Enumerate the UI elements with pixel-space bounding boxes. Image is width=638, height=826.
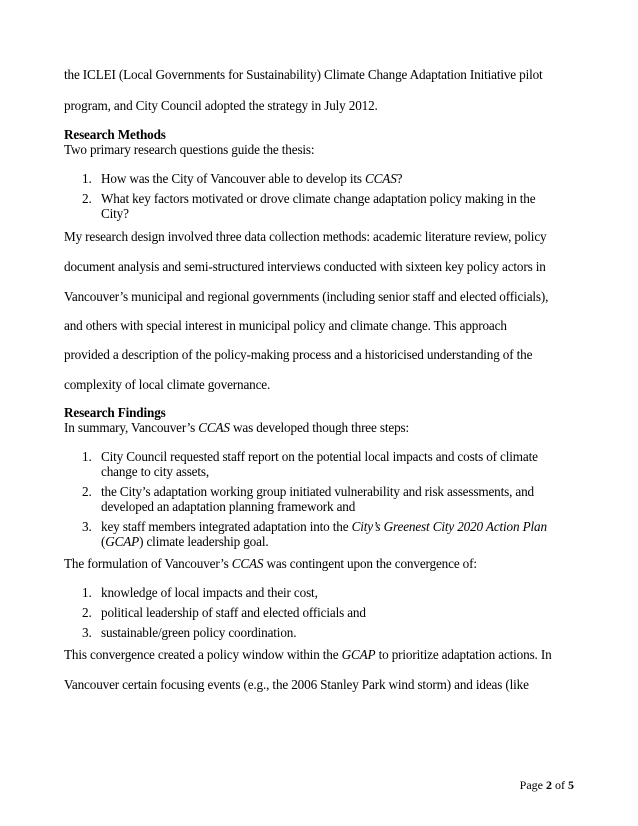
body-text-line: In summary, Vancouver’s CCAS was developed though three steps: [64, 420, 410, 435]
body-text-line: document analysis and semi-structured interviews conducted with sixteen key policy actors in [64, 259, 546, 274]
list-item-text: knowledge of local impacts and their cost, [101, 585, 318, 600]
body-text-line: the ICLEI (Local Governments for Sustainability) Climate Change Adaptation Initiative pilot [64, 67, 543, 82]
list-item-text: political leadership of staff and elected officials and [101, 605, 366, 620]
body-text-line: program, and City Council adopted the strategy in July 2012. [64, 98, 378, 113]
body-text-line: complexity of local climate governance. [64, 377, 271, 392]
list-number: 1. [82, 449, 92, 464]
section-heading-research-findings: Research Findings [64, 405, 166, 420]
body-text-line: and others with special interest in municipal policy and climate change. This approach [64, 318, 507, 333]
document-page: the ICLEI (Local Governments for Sustainability) Climate Change Adaptation Initiative pilot program, and City Council adopted the strategy in July 2012. Research Methods Two primary research questions guide the thesis: 1. How was the City of Vancouver able to develop its CCAS? 2. What key factors motivated or drove climate change adaptation policy making in the City? My research design involved three data collection methods: academic literature review, policy document analysis and semi-structured interviews conducted with sixteen key policy actors in Vancouver’s municipal and regional governments (including senior staff and elected officials), and others with special interest in municipal policy and climate change. This approach provided a description of the policy-making process and a historicised understanding of the complexity of local climate governance. Research Findings In summary, Vancouver’s CCAS was developed though three steps: 1. City Council requested staff report on the potential local impacts and costs of climate change to city assets, 2. the City’s adaptation working group initiated vulnerability and risk assessments, and developed an adaptation planning framework and 3. key staff members integrated adaptation into the City’s Greenest City 2020 Action Plan (GCAP) climate leadership goal. The formulation of Vancouver’s CCAS was contingent upon the convergence of: 1. knowledge of local impacts and their cost, 2. political leadership of staff and elected officials and 3. sustainable/green policy coordination. This convergence created a policy window within the GCAP to prioritize adaptation actions. In Vancouver certain focusing events (e.g., the 2006 Stanley Park wind storm) and ideas (like Page 2 of 5 [0, 0, 638, 826]
list-number: 1. [82, 585, 92, 600]
body-text-line: The formulation of Vancouver’s CCAS was contingent upon the convergence of: [64, 556, 477, 571]
list-item-text: key staff members integrated adaptation into the City’s Greenest City 2020 Action Plan [101, 519, 547, 534]
list-number: 2. [82, 605, 92, 620]
list-item-text: What key factors motivated or drove climate change adaptation policy making in the [101, 191, 536, 206]
list-number: 1. [82, 171, 92, 186]
list-item-text: City Council requested staff report on the potential local impacts and costs of climate [101, 449, 538, 464]
list-number: 3. [82, 625, 92, 640]
list-number: 2. [82, 484, 92, 499]
list-number: 3. [82, 519, 92, 534]
page-number: 2 [546, 778, 552, 792]
list-item-text: the City’s adaptation working group initiated vulnerability and risk assessments, and [101, 484, 534, 499]
list-item-text: How was the City of Vancouver able to develop its CCAS? [101, 171, 403, 186]
page-total: 5 [568, 778, 574, 792]
section-heading-research-methods: Research Methods [64, 127, 166, 142]
list-number: 2. [82, 191, 92, 206]
body-text-line: Vancouver certain focusing events (e.g., the 2006 Stanley Park wind storm) and ideas (like [64, 677, 529, 692]
body-text-line: My research design involved three data collection methods: academic literature review, policy [64, 229, 547, 244]
body-text-line: provided a description of the policy-making process and a historicised understanding of the [64, 347, 533, 362]
body-text-line: Vancouver’s municipal and regional governments (including senior staff and elected officials), [64, 289, 549, 304]
page-footer: Page 2 of 5 [519, 778, 574, 792]
list-item-text: sustainable/green policy coordination. [101, 625, 297, 640]
body-text-line: Two primary research questions guide the thesis: [64, 142, 315, 157]
body-text-line: This convergence created a policy window within the GCAP to prioritize adaptation actions. In [64, 647, 552, 662]
